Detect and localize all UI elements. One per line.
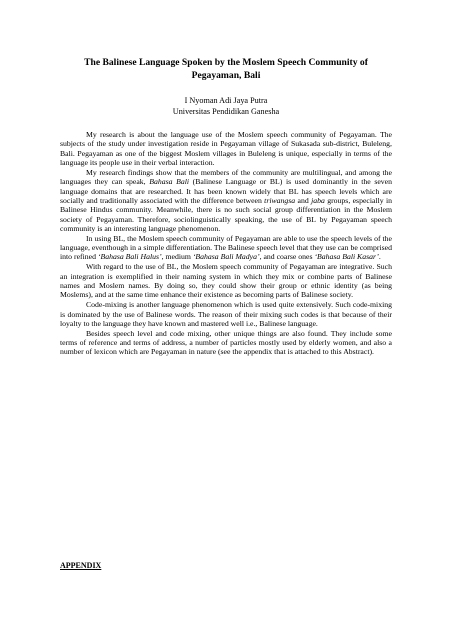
appendix-heading: APPENDIX bbox=[60, 561, 102, 570]
paragraph-1: My research is about the language use of the Moslem speech community of Pegayaman. The subjects of the study under investigation reside in Pegayaman village of Sukasada sub-district, Buleleng, Bali. Pegayaman as one of the biggest Moslem villages in Buleleng is unique, especially in terms of the language its people use in their verbal interaction. bbox=[60, 130, 392, 168]
abstract-body bbox=[60, 130, 392, 357]
paragraph-3: In using BL, the Moslem speech community of Pegayaman are able to use the speech levels of the language, eventhough in a simple differentiation. The Balinese speech level that they use can be comprised into refined ‘Bahasa Bali Halus’, medium ‘Bahasa Bali Madya’, and coarse ones ‘Bahasa Bali Kasar’. bbox=[60, 233, 392, 262]
document-title: The Balinese Language Spoken by the Moslem Speech Community of Pegayaman, Bali bbox=[84, 57, 368, 81]
author-name: I Nyoman Adi Jaya Putra bbox=[184, 96, 268, 105]
author-affiliation: Universitas Pendidikan Ganesha bbox=[172, 106, 280, 116]
paragraph-5: Code-mixing is another language phenomenon which is used quite extensively. Such code-mixing is dominated by the use of Balinese words. The reason of their mixing such codes is that because of their loyalty to the language they have known and mastered well i.e., Balinese language. bbox=[60, 300, 392, 328]
italic-term: jaba bbox=[311, 195, 325, 205]
italic-term: ‘Bahasa Bali Madya’ bbox=[192, 252, 260, 262]
paragraph-4: With regard to the use of BL, the Moslem speech community of Pegayaman are integrative. Such an integration is exemplified in their naming system in which they mix or combine parts of Balinese names and Moslem names. By doing so, they could show their group or ethnic identity (as being Moslems), and at the same time enhance their existence as becoming parts of Balinese society. bbox=[60, 262, 392, 300]
author-block bbox=[60, 96, 392, 117]
italic-term: ‘Bahasa Bali Halus’ bbox=[97, 252, 162, 262]
italic-term: triwangsa bbox=[264, 195, 296, 205]
paragraph-6: Besides speech level and code mixing, other unique things are also found. They include some terms of reference and terms of address, a number of particles mostly used by elderly women, and also a number of lexicon which are Pegayaman in nature (see the appendix that is attached to this Abstract). bbox=[60, 328, 392, 357]
paragraph-2: My research findings show that the members of the community are multilingual, and among the languages they can speak, Bahasa Bali (Balinese Language or BL) is used dominantly in the seven language domains that are researched. It has been known widely that BL has speech levels which are socially and traditionally associated with the difference between triwangsa and jaba groups, especially in Balinese Hindus community. Meanwhile, there is no such social group differentiation in the Moslem society of Pegayaman. Therefore, sociolinguistically speaking, the use of BL by Pegayaman speech community is an interesting language phenomenon. bbox=[60, 167, 393, 233]
italic-term: Bahasa Bali bbox=[149, 177, 190, 187]
italic-term: ‘Bahasa Bali Kasar’ bbox=[314, 252, 379, 262]
